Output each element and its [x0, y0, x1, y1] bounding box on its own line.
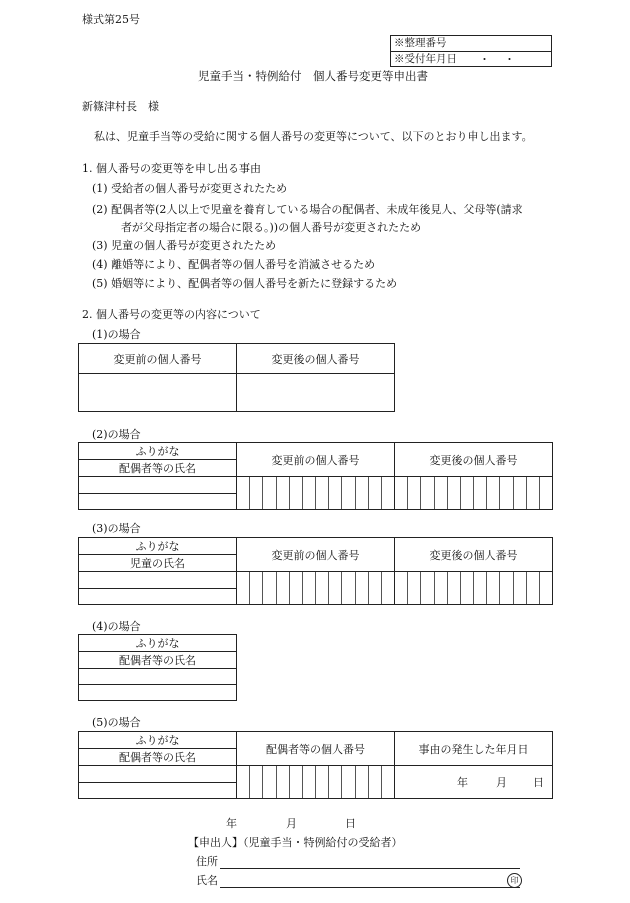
section1-heading: 1. 個人番号の変更等を申し出る事由 — [82, 162, 261, 175]
case4-furigana-field[interactable] — [79, 669, 237, 685]
address-label: 住所 — [196, 855, 218, 868]
case1-after-header: 変更後の個人番号 — [237, 344, 395, 374]
case4-table — [78, 634, 237, 701]
footer-day-label: 日 — [345, 817, 356, 830]
case2-label: (2)の場合 — [92, 428, 141, 441]
case1-after-number-field[interactable] — [237, 374, 395, 412]
case2-furigana-header: ふりがな — [79, 443, 237, 460]
seal-mark: 印 — [507, 873, 522, 888]
case3-label: (3)の場合 — [92, 522, 141, 535]
reason-item-2: (2) 配偶者等(2人以上で児童を養育している場合の配偶者、未成年後見人、父母等(請求 — [92, 203, 523, 216]
case1-before-number-field[interactable] — [79, 374, 237, 412]
case3-furigana-field[interactable] — [79, 572, 237, 589]
case2-table — [78, 442, 553, 510]
case2-furigana-field[interactable] — [79, 477, 237, 494]
case4-name-field[interactable] — [79, 685, 237, 701]
reason-item-1: (1) 受給者の個人番号が変更されたため — [92, 182, 288, 195]
reason-item-4: (4) 離婚等により、配偶者等の個人番号を消滅させるため — [92, 258, 376, 271]
reason-item-2-cont: 者が父母指定者の場合に限る。))の個人番号が変更されたため — [121, 221, 422, 234]
case5-name-field[interactable] — [79, 782, 237, 799]
footer-month-label: 月 — [286, 817, 297, 830]
case3-name-header: 児童の氏名 — [79, 555, 237, 572]
case5-name-header: 配偶者等の氏名 — [79, 749, 237, 766]
case2-before-number-field[interactable] — [237, 477, 395, 510]
case5-table — [78, 731, 553, 799]
case5-date-header: 事由の発生した年月日 — [395, 732, 553, 766]
addressee: 新篠津村長 様 — [82, 100, 159, 113]
case5-date-field[interactable] — [395, 766, 553, 799]
name-field[interactable] — [220, 887, 520, 888]
case3-furigana-header: ふりがな — [79, 538, 237, 555]
case3-name-field[interactable] — [79, 588, 237, 605]
case1-before-header: 変更前の個人番号 — [79, 344, 237, 374]
case3-table — [78, 537, 553, 605]
case5-year-label: 年 — [457, 776, 468, 789]
case1-label: (1)の場合 — [92, 328, 141, 341]
case2-after-number-field[interactable] — [395, 477, 553, 510]
page-title: 児童手当・特例給付 個人番号変更等申出書 — [198, 69, 428, 83]
case2-before-header: 変更前の個人番号 — [237, 443, 395, 477]
case4-label: (4)の場合 — [92, 620, 141, 633]
case5-month-label: 月 — [496, 776, 507, 789]
case3-before-header: 変更前の個人番号 — [237, 538, 395, 572]
address-field[interactable] — [220, 868, 520, 869]
case2-name-header: 配偶者等の氏名 — [79, 460, 237, 477]
receipt-date-dots: ・・ — [479, 53, 529, 66]
section2-heading: 2. 個人番号の変更等の内容について — [82, 308, 261, 321]
case3-after-header: 変更後の個人番号 — [395, 538, 553, 572]
case4-furigana-header: ふりがな — [79, 635, 237, 652]
case5-day-label: 日 — [533, 776, 544, 789]
management-number-label: ※整理番号 — [394, 37, 447, 49]
intro-text: 私は、児童手当等の受給に関する個人番号の変更等について、以下のとおり申し出ます。 — [94, 130, 533, 143]
case5-label: (5)の場合 — [92, 716, 141, 729]
reason-item-5: (5) 婚姻等により、配偶者等の個人番号を新たに登録するため — [92, 277, 398, 290]
form-number: 様式第25号 — [82, 13, 140, 26]
receipt-date-label: ※受付年月日 — [391, 51, 551, 66]
management-box — [390, 35, 552, 67]
case1-table — [78, 343, 395, 412]
name-label: 氏名 — [196, 874, 218, 887]
case4-name-header: 配偶者等の氏名 — [79, 652, 237, 669]
case3-after-number-field[interactable] — [395, 572, 553, 605]
case5-furigana-field[interactable] — [79, 766, 237, 783]
case2-after-header: 変更後の個人番号 — [395, 443, 553, 477]
applicant-heading: 【申出人】（児童手当・特例給付の受給者） — [188, 836, 403, 849]
reason-item-3: (3) 児童の個人番号が変更されたため — [92, 239, 277, 252]
case5-number-field[interactable] — [237, 766, 395, 799]
case3-before-number-field[interactable] — [237, 572, 395, 605]
case2-name-field[interactable] — [79, 493, 237, 510]
footer-year-label: 年 — [226, 817, 237, 830]
case5-furigana-header: ふりがな — [79, 732, 237, 749]
case5-number-header: 配偶者等の個人番号 — [237, 732, 395, 766]
